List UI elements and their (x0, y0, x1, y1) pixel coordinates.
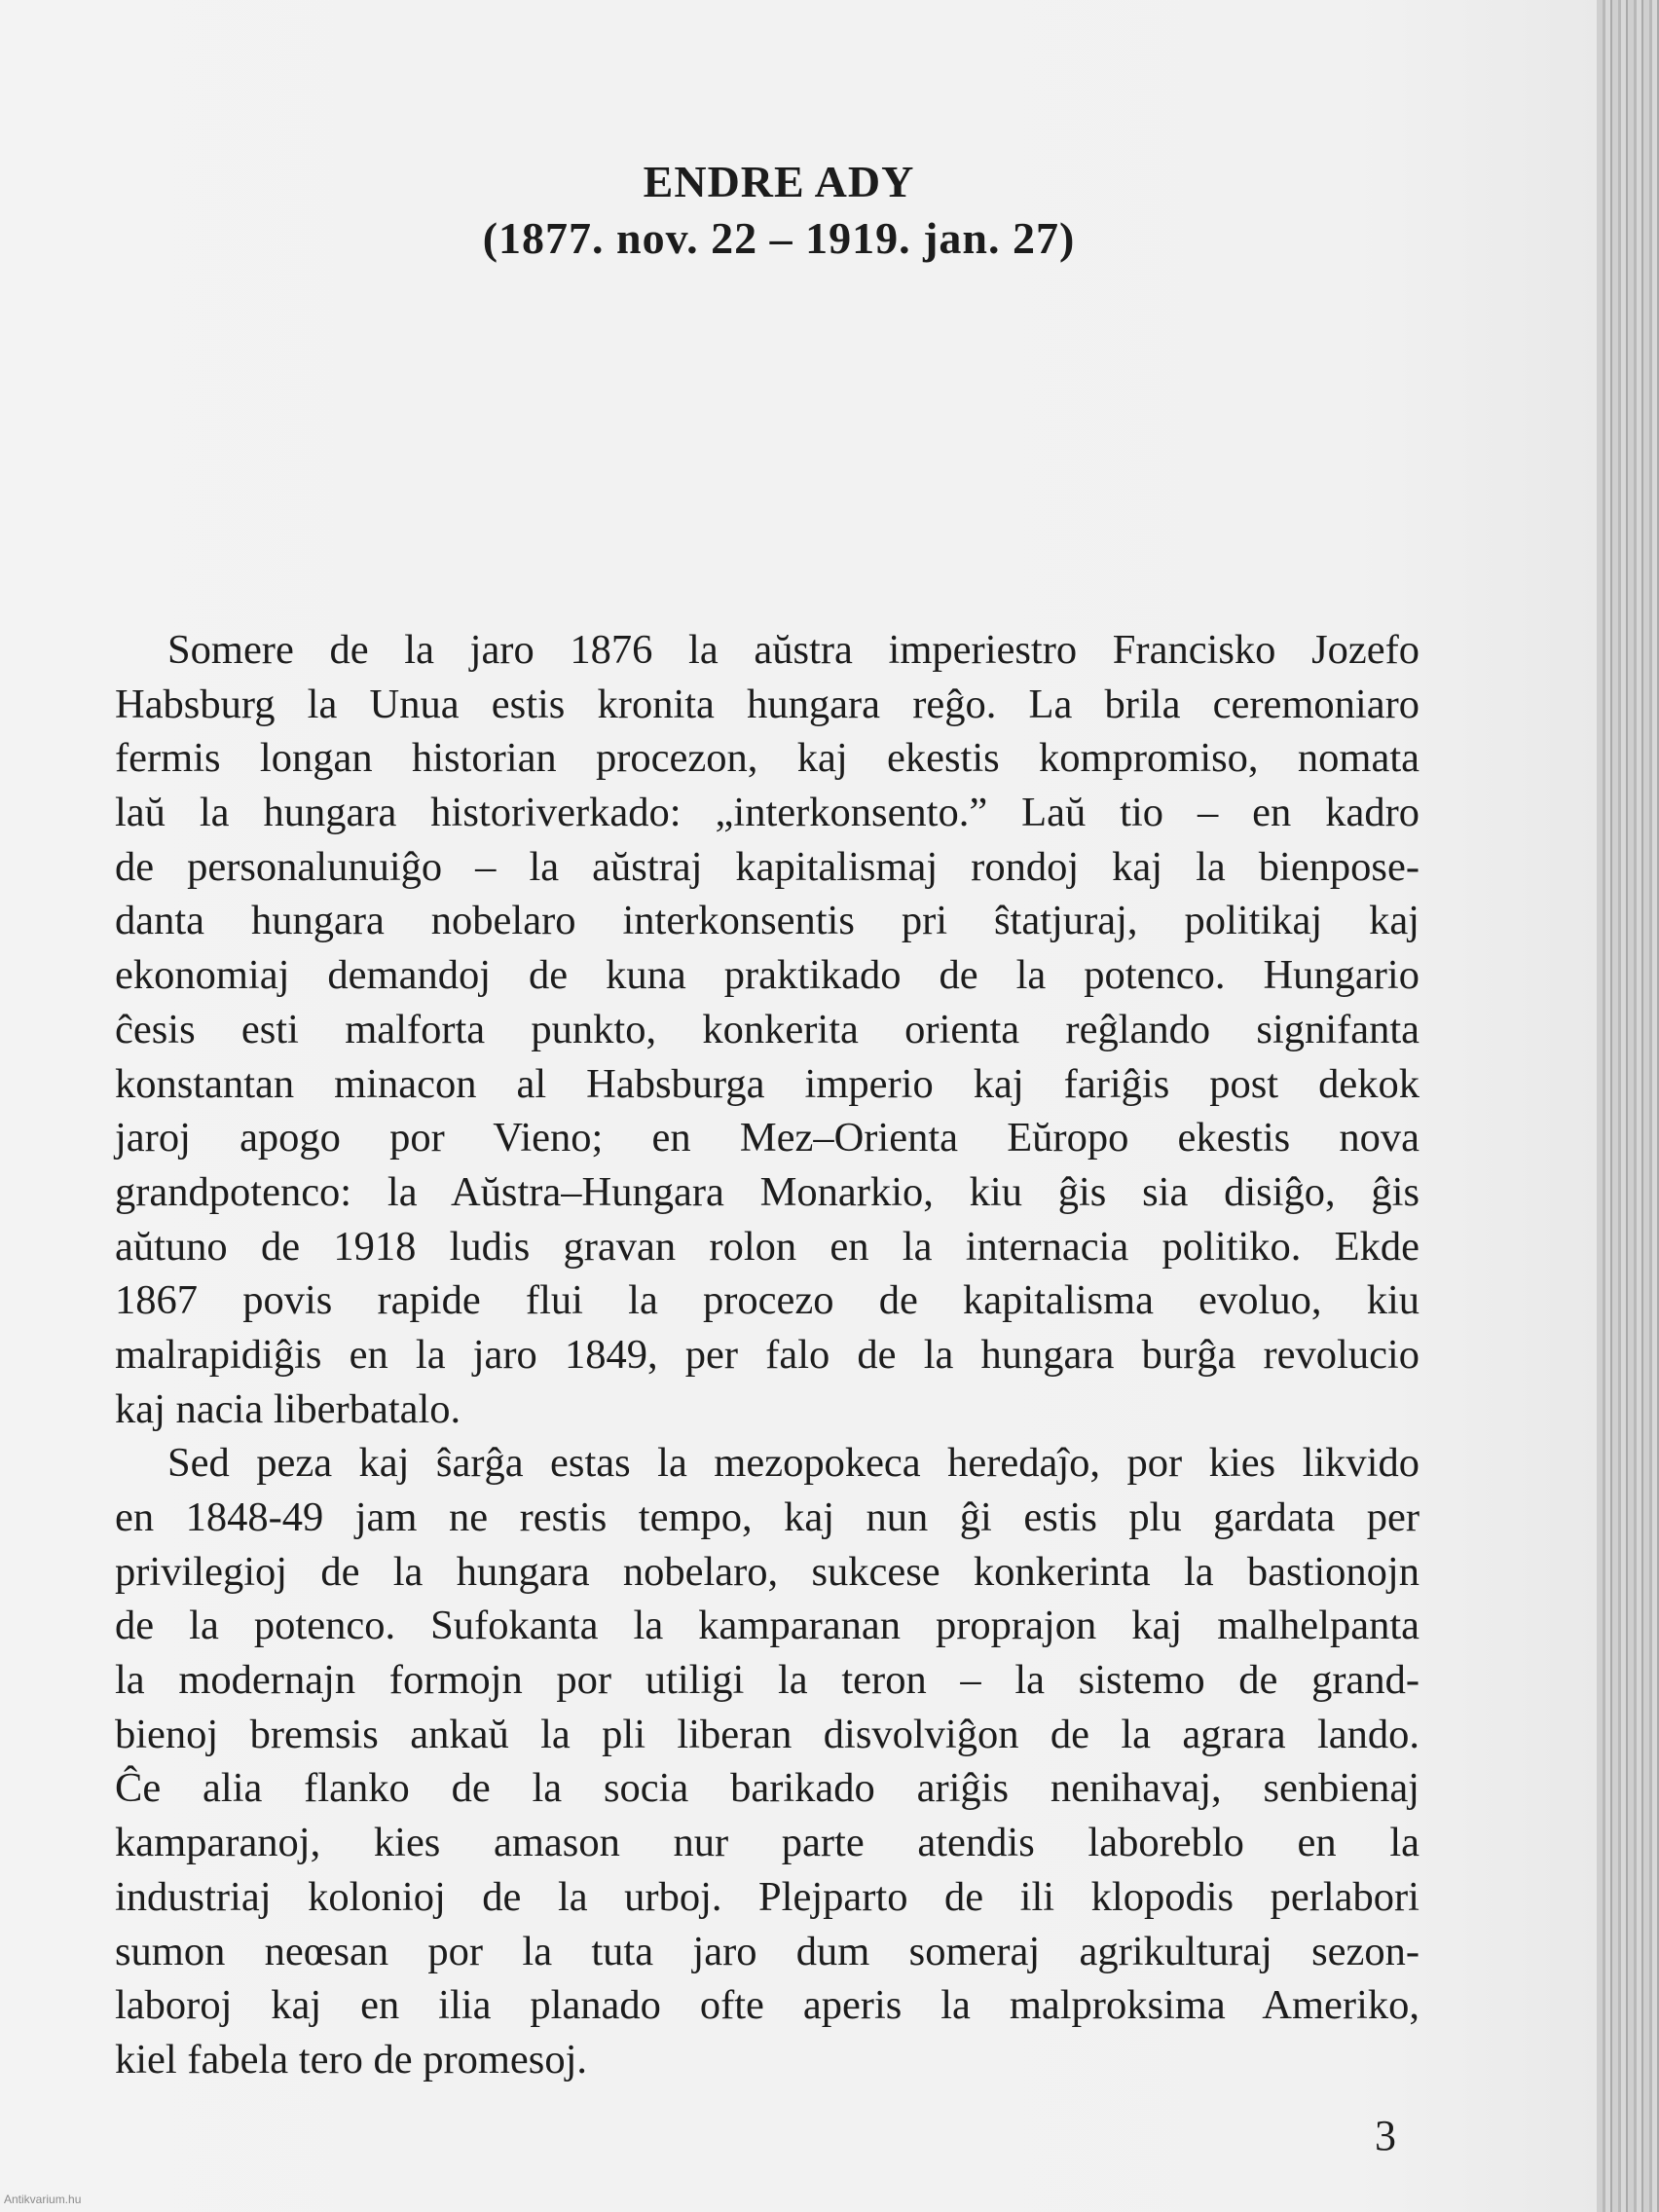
text-line: laboroj kaj en ilia planado ofte aperis la malproksima Ameriko, (115, 1982, 1419, 2029)
text-line: Sed peza kaj ŝarĝa estas la mezopokeca heredaĵo, por kies likvido (167, 1440, 1419, 1487)
text-line: jaroj apogo por Vieno; en Mez–Orienta Eŭropo ekestis nova (115, 1115, 1419, 1161)
text-line: laŭ la hungara historiverkado: „interkonsento.” Laŭ tio – en kadro (115, 790, 1419, 836)
text-line: ĉesis esti malforta punkto, konkerita orienta reĝlando signifanta (115, 1006, 1419, 1052)
text-line: grandpotenco: la Aŭstra–Hungara Monarkio, kiu ĝis sia disiĝo, ĝis (115, 1168, 1419, 1215)
text-line: kamparanoj, kies amason nur parte atendis laboreblo en la (115, 1820, 1419, 1866)
text-line: kiel fabela tero de promesoj. (115, 2036, 588, 2083)
text-line: bienoj bremsis ankaŭ la pli liberan disvolviĝon de la agrara lando. (115, 1711, 1419, 1757)
text-line: sumon neœsan por la tuta jaro dum someraj agrikulturaj sezon- (115, 1928, 1419, 1974)
chapter-dates: (1877. nov. 22 – 1919. jan. 27) (482, 213, 1076, 263)
text-line: malrapidiĝis en la jaro 1849, per falo de la hungara burĝa revolucio (115, 1331, 1419, 1378)
text-line: en 1848-49 jam ne restis tempo, kaj nun ĝi estis plu gardata per (115, 1494, 1419, 1540)
text-line: 1867 povis rapide flui la procezo de kapitalisma evoluo, kiu (115, 1277, 1419, 1324)
text-line: Somere de la jaro 1876 la aŭstra imperiestro Francisko Jozefo (167, 627, 1419, 673)
text-line: de la potenco. Sufokanta la kamparanan proprajon kaj malhelpanta (115, 1603, 1419, 1649)
chapter-title: ENDRE ADY (643, 157, 915, 206)
body-text (115, 623, 1419, 2087)
page-edge-stack (1597, 0, 1659, 2212)
text-line: Ĉe alia flanko de la socia barikado ariĝis nenihavaj, senbienaj (115, 1765, 1419, 1812)
text-line: la modernajn formojn por utiligi la teron – la sistemo de grand- (115, 1657, 1419, 1704)
text-line: industriaj kolonioj de la urboj. Plejparto de ili klopodis perlabori (115, 1873, 1419, 1920)
text-line: ekonomiaj demandoj de kuna praktikado de la potenco. Hungario (115, 952, 1419, 999)
watermark: Antikvarium.hu (4, 2193, 82, 2206)
text-line: kaj nacia liberbatalo. (115, 1385, 461, 1432)
text-line: Habsburg la Unua estis kronita hungara reĝo. La brila ceremoniaro (115, 681, 1419, 727)
text-line: fermis longan historian procezon, kaj ekestis kompromiso, nomata (115, 735, 1419, 782)
text-line: privilegioj de la hungara nobelaro, sukcese konkerinta la bastionojn (115, 1548, 1419, 1595)
text-line: danta hungara nobelaro interkonsentis pri ŝtatjuraj, politikaj kaj (115, 898, 1419, 944)
text-line: de personalunuiĝo – la aŭstraj kapitalismaj rondoj kaj la bienpose- (115, 843, 1419, 890)
page-number: 3 (1375, 2112, 1396, 2159)
text-line: konstantan minacon al Habsburga imperio kaj fariĝis post dekok (115, 1060, 1419, 1107)
text-line: aŭtuno de 1918 ludis gravan rolon en la internacia politiko. Ekde (115, 1223, 1419, 1270)
